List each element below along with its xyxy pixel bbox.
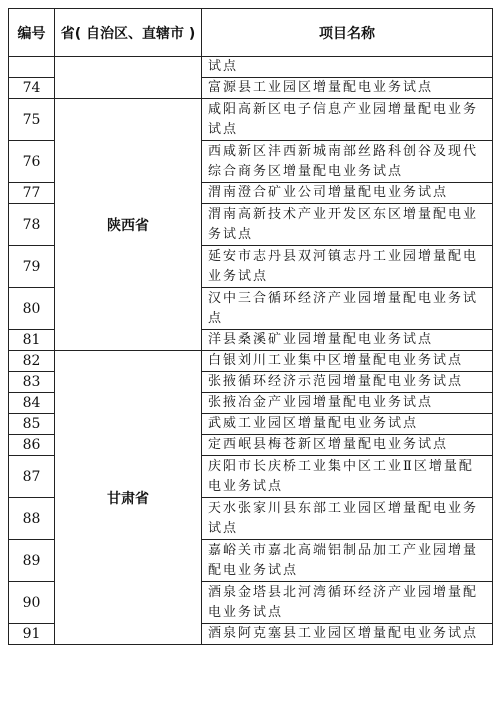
row-number: 82 [9,351,55,372]
row-number: 88 [9,498,55,540]
project-name: 渭南澄合矿业公司增量配电业务试点 [202,183,493,204]
project-name: 天水张家川县东部工业园区增量配电业务试点 [202,498,493,540]
row-number: 80 [9,288,55,330]
row-number: 81 [9,330,55,351]
project-name: 白银刘川工业集中区增量配电业务试点 [202,351,493,372]
header-project-name: 项目名称 [202,9,493,57]
project-name: 渭南高新技术产业开发区东区增量配电业务试点 [202,204,493,246]
row-number: 78 [9,204,55,246]
header-number: 编号 [9,9,55,57]
project-name: 庆阳市长庆桥工业集中区工业Ⅱ区增量配电业务试点 [202,456,493,498]
project-name: 张掖冶金产业园增量配电业务试点 [202,393,493,414]
project-name: 西咸新区沣西新城南部丝路科创谷及现代综合商务区增量配电业务试点 [202,141,493,183]
row-number: 77 [9,183,55,204]
table-row [9,57,493,78]
table-header-row [9,9,493,57]
row-number: 76 [9,141,55,183]
row-number: 91 [9,624,55,645]
project-name: 洋县桑溪矿业园增量配电业务试点 [202,330,493,351]
project-name: 咸阳高新区电子信息产业园增量配电业务试点 [202,99,493,141]
project-name: 试点 [202,57,493,78]
project-name: 酒泉金塔县北河湾循环经济产业园增量配电业务试点 [202,582,493,624]
project-table [8,8,493,645]
project-name: 富源县工业园区增量配电业务试点 [202,78,493,99]
header-province: 省( 自治区、直辖市 ) [55,9,202,57]
project-name: 武威工业园区增量配电业务试点 [202,414,493,435]
project-name: 延安市志丹县双河镇志丹工业园增量配电业务试点 [202,246,493,288]
row-number: 86 [9,435,55,456]
row-number: 74 [9,78,55,99]
project-name: 张掖循环经济示范园增量配电业务试点 [202,372,493,393]
row-number: 79 [9,246,55,288]
project-list-document [8,8,492,700]
row-number [9,57,55,78]
table-row [9,99,493,141]
row-number: 85 [9,414,55,435]
province-cell: 陕西省 [55,99,202,351]
project-name: 嘉峪关市嘉北高端铝制品加工产业园增量配电业务试点 [202,540,493,582]
province-cell [55,57,202,99]
table-row [9,351,493,372]
row-number: 83 [9,372,55,393]
province-cell: 甘肃省 [55,351,202,645]
row-number: 90 [9,582,55,624]
row-number: 87 [9,456,55,498]
row-number: 75 [9,99,55,141]
row-number: 89 [9,540,55,582]
project-name: 汉中三合循环经济产业园增量配电业务试点 [202,288,493,330]
project-name: 定西岷县梅苍新区增量配电业务试点 [202,435,493,456]
project-name: 酒泉阿克塞县工业园区增量配电业务试点 [202,624,493,645]
row-number: 84 [9,393,55,414]
